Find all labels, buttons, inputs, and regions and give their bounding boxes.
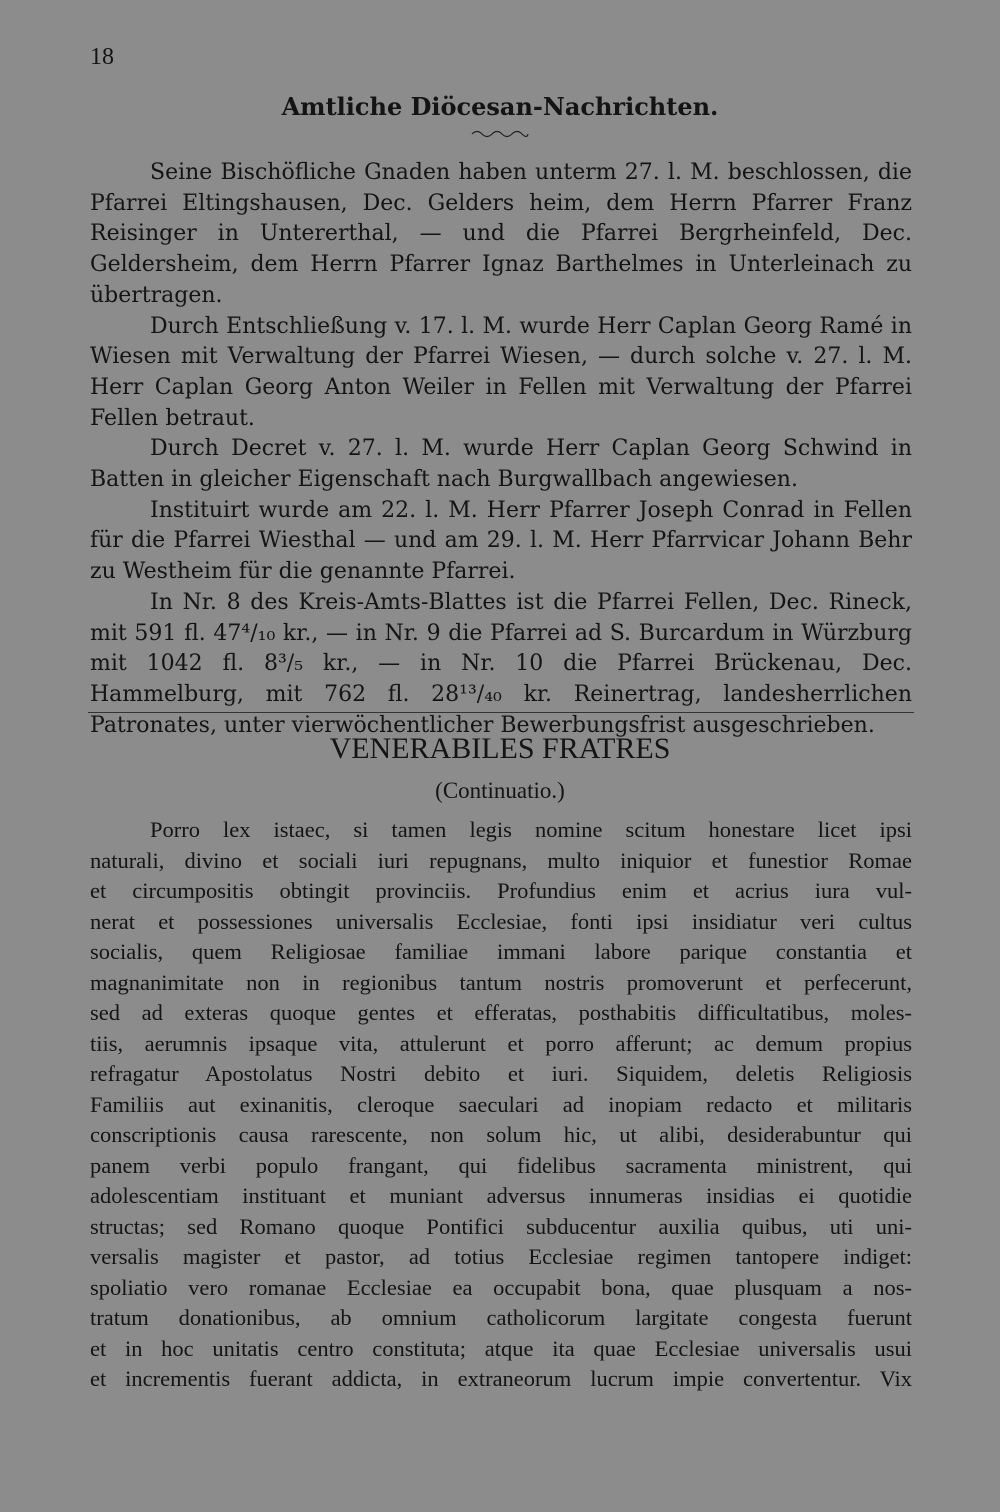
notice-paragraph: Instituirt wurde am 22. l. M. Herr Pfarrer Joseph Conrad in Fellen für die Pfarrei Wiesthal — und am 29. l. M. Herr Pfarrvicar Johann Behr zu Westheim für die genannte Pfarrei. [90, 497, 912, 585]
text-line: et circumpositis obtingit provinciis. Profundius enim et acrius iura vul- [90, 878, 912, 903]
notice-paragraph: Durch Entschließung v. 17. l. M. wurde Herr Caplan Georg Ramé in Wiesen mit Verwaltung der Pfarrei Wiesen, — durch solche v. 27. l. M. Herr Caplan Georg Anton Weiler in Fellen mit Verwaltung der Pfarrei Fellen betraut. [90, 313, 912, 431]
latin-subtitle: (Continuatio.) [435, 778, 565, 803]
text-line: socialis, quem Religiosae familiae immani labore parique constantia et [90, 939, 912, 964]
latin-title: VENERABILES FRATRES [329, 732, 671, 765]
text-line: adolescentiam instituant et muniant adversus innumeras insidias ei quotidie [90, 1183, 912, 1208]
text-line: panem verbi populo frangant, qui fidelibus sacramenta ministrent, qui [90, 1152, 912, 1178]
text-line: sed ad exteras quoque gentes et efferatas, posthabitis difficultatibus, moles- [90, 1000, 912, 1025]
text-line: versalis magister et pastor, ad totius Ecclesiae regimen tantopere indiget: [90, 1244, 912, 1269]
text-line: et in hoc unitatis centro constituta; atque ita quae Ecclesiae universalis usui [90, 1335, 912, 1361]
text-line: magnanimitate non in regionibus tantum nostris promoverunt et perfecerunt, [90, 969, 912, 995]
page-number: 18 [90, 44, 114, 70]
german-notices [90, 158, 912, 741]
section-divider [88, 712, 914, 713]
text-line: nerat et possessiones universalis Ecclesiae, fonti ipsi insidiatur veri cultus [90, 908, 912, 934]
latin-body [90, 815, 912, 1395]
text-line: structas; sed Romano quoque Pontifici subducentur auxilia quibus, uti uni- [90, 1213, 912, 1239]
notice-paragraph: Seine Bischöfliche Gnaden haben unterm 27. l. M. beschlossen, die Pfarrei Eltingshausen, Dec. Gelders heim, dem Herrn Pfarrer Franz Reisinger in Untererthal, — und die Pfarrei Bergrheinfeld, Dec. Geldersheim, dem Herrn Pfarrer Ignaz Barthelmes in Unterleinach zu übertragen. [90, 160, 912, 308]
wavy-ornament [470, 128, 530, 138]
text-line: Familiis aut exinanitis, cleroque saeculari ad inopiam redacto et militaris [90, 1091, 912, 1117]
text-line: tiis, aerumnis ipsaque vita, attulerunt et porro afferunt; ac demum propius [90, 1030, 912, 1056]
running-header: Amtliche Diöcesan-Nachrichten. [281, 92, 719, 121]
notice-paragraph: In Nr. 8 des Kreis-Amts-Blattes ist die Pfarrei Fellen, Dec. Rineck, mit 591 fl. 47⁴/₁₀ kr., — in Nr. 9 die Pfarrei ad S. Burcardum in Würzburg mit 1042 fl. 8³/₅ kr., — in Nr. 10 die Pfarrei Brückenau, Dec. Hammelburg, mit 762 fl. 28¹³/₄₀ kr. Reinertrag, landesherrlichen Patronates, unter vierwöchentlicher Bewerbungsfrist ausgeschrieben. [90, 589, 912, 738]
text-line: refragatur Apostolatus Nostri debito et iuri. Siquidem, deletis Religiosis [90, 1061, 912, 1086]
text-line: Porro lex istaec, si tamen legis nomine scitum honestare licet ipsi [150, 817, 912, 842]
text-line: tratum donationibus, ab omnium catholicorum largitate congesta fuerunt [90, 1305, 912, 1330]
text-line: et incrementis fuerant addicta, in extraneorum lucrum impie convertentur. Vix [90, 1366, 912, 1391]
notice-paragraph: Durch Decret v. 27. l. M. wurde Herr Caplan Georg Schwind in Batten in gleicher Eigenschaft nach Burgwallbach angewiesen. [90, 436, 912, 493]
text-line: spoliatio vero romanae Ecclesiae ea occupabit bona, quae plusquam a nos- [90, 1274, 912, 1300]
text-line: naturali, divino et sociali iuri repugnans, multo iniquior et funestior Romae [90, 847, 912, 873]
text-line: conscriptionis causa rarescente, non solum hic, ut alibi, desiderabuntur qui [90, 1122, 912, 1147]
